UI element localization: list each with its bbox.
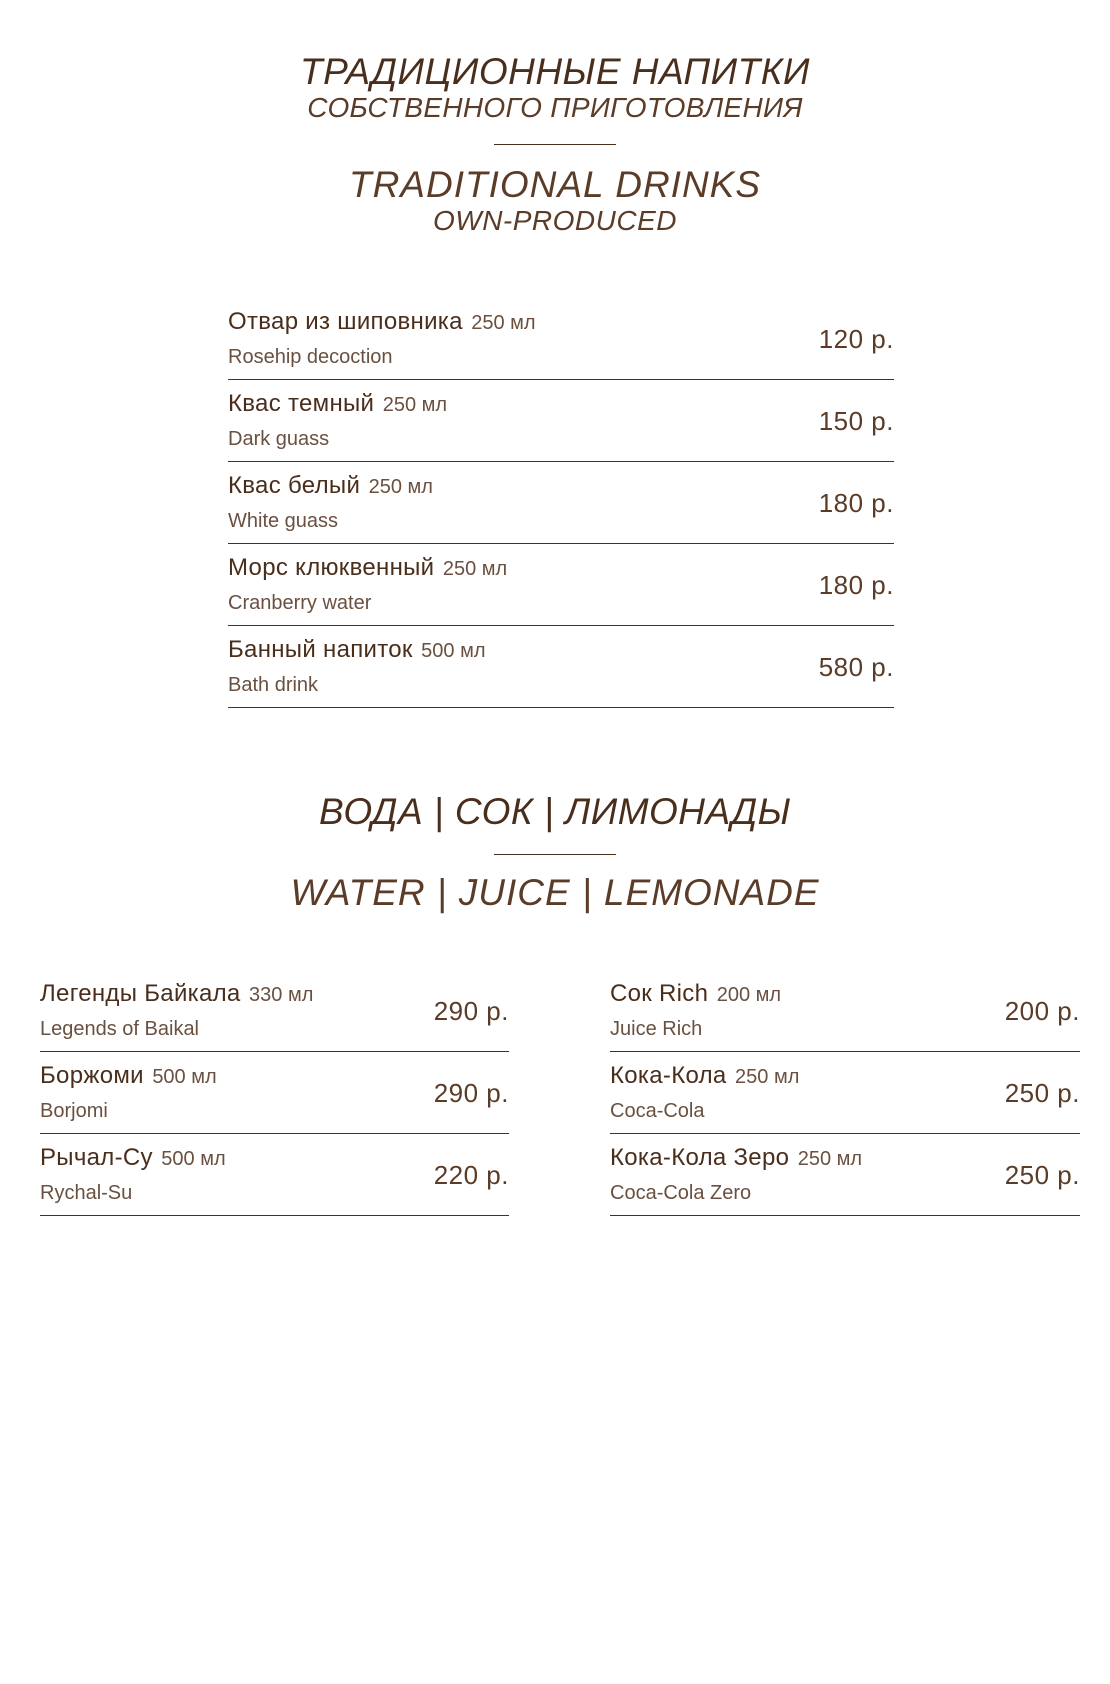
- item-price: 250 р.: [1004, 1078, 1080, 1108]
- item-volume: 500 мл: [152, 1066, 217, 1088]
- item-name-en: Rosehip decoction: [228, 346, 393, 368]
- item-name-en: Bath drink: [228, 674, 319, 696]
- item-name: Морс клюквенный: [228, 554, 435, 581]
- traditional-drinks-header: [0, 52, 1110, 237]
- item-name-en: Dark guass: [228, 428, 330, 450]
- item-name: Легенды Байкала: [40, 980, 241, 1007]
- item-name: Кока-Кола Зеро: [610, 1144, 790, 1171]
- section-title-en: WATER | JUICE | LEMONADE: [290, 872, 820, 913]
- item-name: Сок Rich: [610, 980, 709, 1007]
- item-price: 290 р.: [433, 1078, 509, 1108]
- item-volume: 250 мл: [442, 558, 508, 580]
- item-volume: 330 мл: [249, 984, 314, 1006]
- item-name: Квас белый: [228, 472, 361, 499]
- item-price: 290 р.: [433, 996, 509, 1026]
- menu-item: [228, 298, 894, 380]
- menu-item: [228, 626, 894, 708]
- section-subtitle-en: OWN-PRODUCED: [433, 205, 677, 236]
- water-list-right: [610, 970, 1080, 1216]
- menu-item: [228, 380, 894, 462]
- item-name: Рычал-Су: [40, 1144, 153, 1171]
- item-volume: 200 мл: [716, 984, 782, 1006]
- item-price: 250 р.: [1004, 1160, 1080, 1190]
- item-name-en: Legends of Baikal: [40, 1018, 200, 1040]
- section-title-ru: ТРАДИЦИОННЫЕ НАПИТКИ: [299, 51, 811, 92]
- item-volume: 250 мл: [735, 1066, 800, 1088]
- section-subtitle-ru: СОБСТВЕННОГО ПРИГОТОВЛЕНИЯ: [307, 92, 803, 123]
- item-name-en: Rychal-Su: [40, 1182, 133, 1204]
- menu-item: [228, 462, 894, 544]
- item-name: Банный напиток: [228, 636, 413, 663]
- menu-item: [40, 1052, 509, 1134]
- item-name-en: Coca-Cola Zero: [610, 1182, 752, 1204]
- item-name-en: Coca-Cola: [610, 1100, 705, 1122]
- item-volume: 250 мл: [368, 476, 433, 498]
- item-name-en: Borjomi: [40, 1100, 108, 1122]
- item-volume: 250 мл: [797, 1148, 863, 1170]
- water-list-left: [40, 970, 509, 1216]
- section-divider: [494, 854, 616, 855]
- menu-item: [40, 1134, 509, 1216]
- item-price: 580 р.: [818, 652, 894, 682]
- traditional-drinks-list: [228, 298, 894, 708]
- item-price: 220 р.: [433, 1160, 509, 1190]
- item-volume: 500 мл: [161, 1148, 226, 1170]
- item-volume: 250 мл: [382, 394, 448, 416]
- item-price: 200 р.: [1004, 996, 1080, 1026]
- item-volume: 250 мл: [471, 312, 536, 334]
- item-name-en: Juice Rich: [610, 1018, 703, 1040]
- item-name-en: White guass: [228, 510, 339, 532]
- section-title-en: TRADITIONAL DRINKS: [348, 164, 762, 205]
- menu-item: [228, 544, 894, 626]
- item-price: 180 р.: [818, 488, 894, 518]
- section-divider: [494, 144, 616, 145]
- menu-item: [610, 970, 1080, 1052]
- section-title-ru: ВОДА | СОК | ЛИМОНАДЫ: [319, 791, 791, 832]
- item-name: Кока-Кола: [610, 1062, 727, 1089]
- item-volume: 500 мл: [421, 640, 486, 662]
- item-name: Отвар из шиповника: [228, 308, 463, 335]
- item-price: 120 р.: [818, 324, 894, 354]
- menu-item: [610, 1052, 1080, 1134]
- item-price: 180 р.: [818, 570, 894, 600]
- menu-item: [610, 1134, 1080, 1216]
- item-name: Боржоми: [40, 1062, 144, 1089]
- item-name: Квас темный: [228, 390, 375, 417]
- water-juice-header: [0, 792, 1110, 913]
- menu-item: [40, 970, 509, 1052]
- item-name-en: Cranberry water: [228, 592, 372, 614]
- item-price: 150 р.: [818, 406, 894, 436]
